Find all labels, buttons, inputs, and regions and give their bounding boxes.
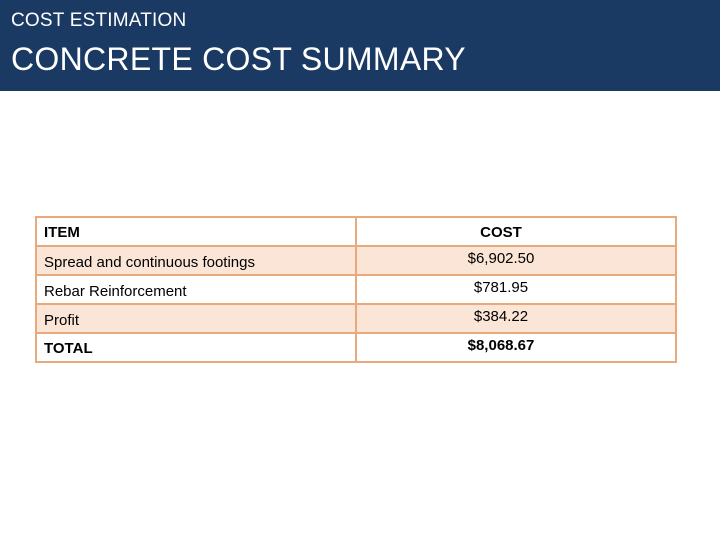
column-header-cost: COST <box>356 217 676 246</box>
total-cost-cell: $8,068.67 <box>356 333 676 362</box>
table-row <box>36 304 676 333</box>
slide-header <box>0 0 720 91</box>
slide-title: CONCRETE COST SUMMARY <box>11 41 466 77</box>
row-item-cell: Spread and continuous footings <box>36 246 356 275</box>
table-row <box>36 246 676 275</box>
table-total-row <box>36 333 676 362</box>
row-cost-cell: $384.22 <box>356 304 676 333</box>
row-item-cell: Rebar Reinforcement <box>36 275 356 304</box>
slide-subtitle: COST ESTIMATION <box>11 10 187 31</box>
table-row <box>36 275 676 304</box>
row-item-cell: Profit <box>36 304 356 333</box>
row-cost-cell: $781.95 <box>356 275 676 304</box>
cost-summary-table <box>35 216 677 363</box>
row-cost-cell: $6,902.50 <box>356 246 676 275</box>
column-header-item: ITEM <box>36 217 356 246</box>
table-header-row <box>36 217 676 246</box>
total-label-cell: TOTAL <box>36 333 356 362</box>
